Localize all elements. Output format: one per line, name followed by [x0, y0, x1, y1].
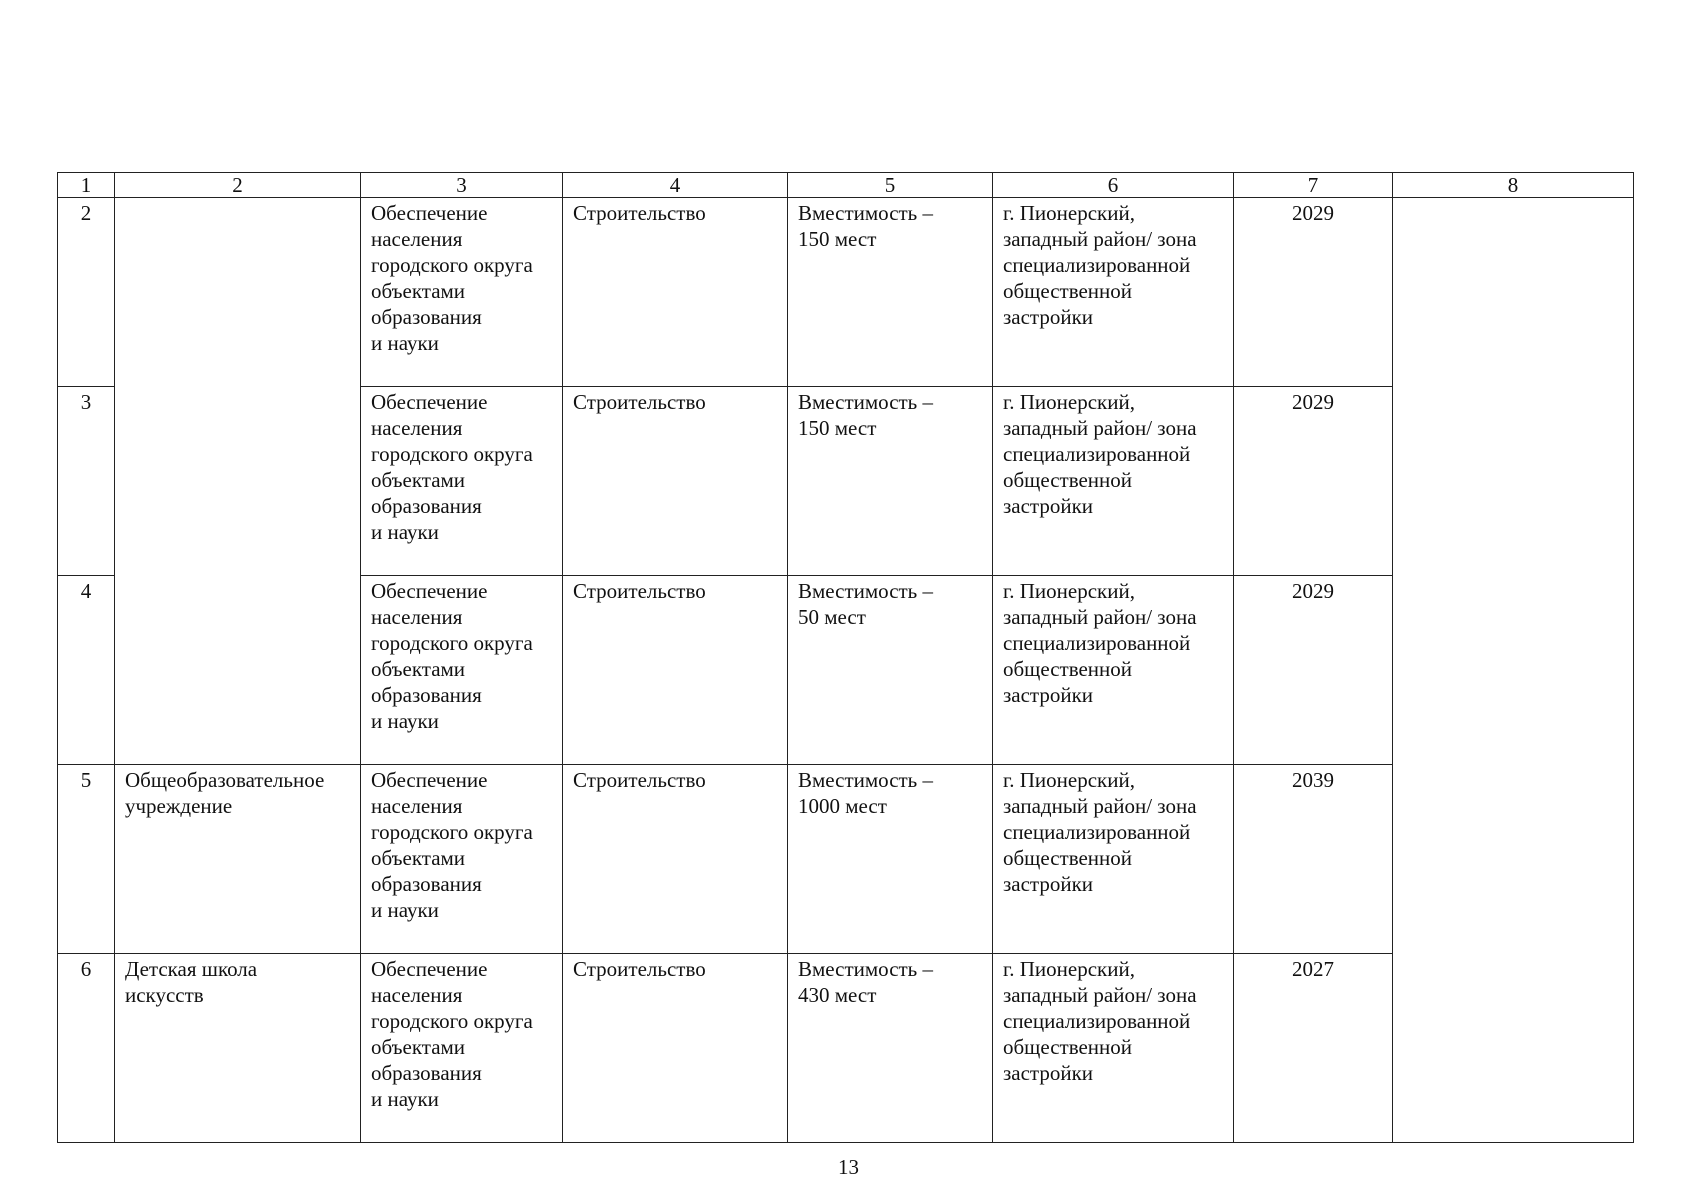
location-line: общественной — [1003, 1035, 1133, 1059]
purpose-line: объектами — [371, 1035, 466, 1059]
location-cell — [993, 198, 1234, 387]
purpose-line: и науки — [371, 709, 439, 733]
purpose-line: населения — [371, 794, 463, 818]
capacity-cell — [788, 198, 993, 387]
year-cell: 2039 — [1234, 765, 1393, 954]
purpose-line: и науки — [371, 520, 439, 544]
object-name-line: учреждение — [125, 794, 233, 818]
purpose-line: населения — [371, 416, 463, 440]
type-cell: Строительство — [563, 954, 788, 1143]
purpose-line: Обеспечение — [371, 201, 488, 225]
type-cell: Строительство — [563, 198, 788, 387]
location-line: г. Пионерский, — [1003, 390, 1135, 414]
capacity-line: Вместимость – — [798, 201, 934, 225]
capacity-cell — [788, 576, 993, 765]
location-cell — [993, 954, 1234, 1143]
purpose-line: Обеспечение — [371, 579, 488, 603]
location-line: западный район/ зона — [1003, 605, 1197, 629]
purpose-line: городского округа — [371, 1009, 533, 1033]
planning-table — [57, 172, 1634, 1143]
object-name-cell — [115, 765, 361, 954]
location-line: общественной — [1003, 846, 1133, 870]
row-number: 4 — [58, 576, 115, 765]
purpose-line: образования — [371, 683, 482, 707]
notes-cell — [1393, 198, 1634, 1143]
location-line: западный район/ зона — [1003, 227, 1197, 251]
location-line: застройки — [1003, 872, 1094, 896]
capacity-line: Вместимость – — [798, 579, 934, 603]
purpose-cell — [361, 765, 563, 954]
purpose-line: объектами — [371, 468, 466, 492]
location-line: г. Пионерский, — [1003, 768, 1135, 792]
purpose-line: и науки — [371, 331, 439, 355]
location-line: специализированной — [1003, 820, 1191, 844]
location-line: западный район/ зона — [1003, 794, 1197, 818]
capacity-line: Вместимость – — [798, 768, 934, 792]
location-line: г. Пионерский, — [1003, 957, 1135, 981]
capacity-line: 150 мест — [798, 227, 877, 251]
location-line: застройки — [1003, 1061, 1094, 1085]
object-name-cell — [115, 198, 361, 765]
page-number: 13 — [838, 1155, 859, 1179]
purpose-line: населения — [371, 983, 463, 1007]
purpose-cell — [361, 387, 563, 576]
object-name-cell — [115, 954, 361, 1143]
purpose-cell — [361, 198, 563, 387]
header-cell: 1 — [58, 173, 115, 198]
location-line: специализированной — [1003, 253, 1191, 277]
year-cell: 2027 — [1234, 954, 1393, 1143]
purpose-line: объектами — [371, 846, 466, 870]
location-line: застройки — [1003, 683, 1094, 707]
year-cell: 2029 — [1234, 576, 1393, 765]
header-cell: 6 — [993, 173, 1234, 198]
purpose-line: и науки — [371, 898, 439, 922]
purpose-cell — [361, 954, 563, 1143]
header-cell: 8 — [1393, 173, 1634, 198]
location-line: западный район/ зона — [1003, 983, 1197, 1007]
type-cell: Строительство — [563, 576, 788, 765]
location-line: специализированной — [1003, 631, 1191, 655]
purpose-line: Обеспечение — [371, 957, 488, 981]
purpose-line: образования — [371, 305, 482, 329]
table-row — [58, 198, 1634, 387]
location-line: г. Пионерский, — [1003, 579, 1135, 603]
year-cell: 2029 — [1234, 387, 1393, 576]
header-cell: 4 — [563, 173, 788, 198]
purpose-line: образования — [371, 872, 482, 896]
row-number: 5 — [58, 765, 115, 954]
capacity-cell — [788, 765, 993, 954]
purpose-line: населения — [371, 227, 463, 251]
location-line: специализированной — [1003, 1009, 1191, 1033]
row-number: 3 — [58, 387, 115, 576]
header-cell: 2 — [115, 173, 361, 198]
type-cell: Строительство — [563, 765, 788, 954]
purpose-line: образования — [371, 1061, 482, 1085]
header-cell: 3 — [361, 173, 563, 198]
capacity-line: Вместимость – — [798, 957, 934, 981]
purpose-line: Обеспечение — [371, 390, 488, 414]
location-cell — [993, 576, 1234, 765]
type-cell: Строительство — [563, 387, 788, 576]
capacity-cell — [788, 954, 993, 1143]
capacity-line: 1000 мест — [798, 794, 887, 818]
purpose-line: городского округа — [371, 820, 533, 844]
row-number: 6 — [58, 954, 115, 1143]
purpose-line: городского округа — [371, 253, 533, 277]
capacity-cell — [788, 387, 993, 576]
header-cell: 7 — [1234, 173, 1393, 198]
purpose-line: объектами — [371, 279, 466, 303]
row-number: 2 — [58, 198, 115, 387]
location-line: общественной — [1003, 468, 1133, 492]
capacity-line: Вместимость – — [798, 390, 934, 414]
purpose-line: городского округа — [371, 631, 533, 655]
location-line: специализированной — [1003, 442, 1191, 466]
location-line: общественной — [1003, 657, 1133, 681]
location-cell — [993, 765, 1234, 954]
header-cell: 5 — [788, 173, 993, 198]
location-line: общественной — [1003, 279, 1133, 303]
year-cell: 2029 — [1234, 198, 1393, 387]
object-name-line: искусств — [125, 983, 204, 1007]
capacity-line: 150 мест — [798, 416, 877, 440]
location-cell — [993, 387, 1234, 576]
object-name-line: Общеобразовательное — [125, 768, 325, 792]
capacity-line: 50 мест — [798, 605, 866, 629]
purpose-cell — [361, 576, 563, 765]
purpose-line: и науки — [371, 1087, 439, 1111]
location-line: застройки — [1003, 305, 1094, 329]
purpose-line: городского округа — [371, 442, 533, 466]
purpose-line: населения — [371, 605, 463, 629]
purpose-line: объектами — [371, 657, 466, 681]
purpose-line: образования — [371, 494, 482, 518]
object-name-line: Детская школа — [125, 957, 258, 981]
location-line: застройки — [1003, 494, 1094, 518]
location-line: западный район/ зона — [1003, 416, 1197, 440]
purpose-line: Обеспечение — [371, 768, 488, 792]
location-line: г. Пионерский, — [1003, 201, 1135, 225]
header-row — [58, 173, 1634, 198]
capacity-line: 430 мест — [798, 983, 877, 1007]
